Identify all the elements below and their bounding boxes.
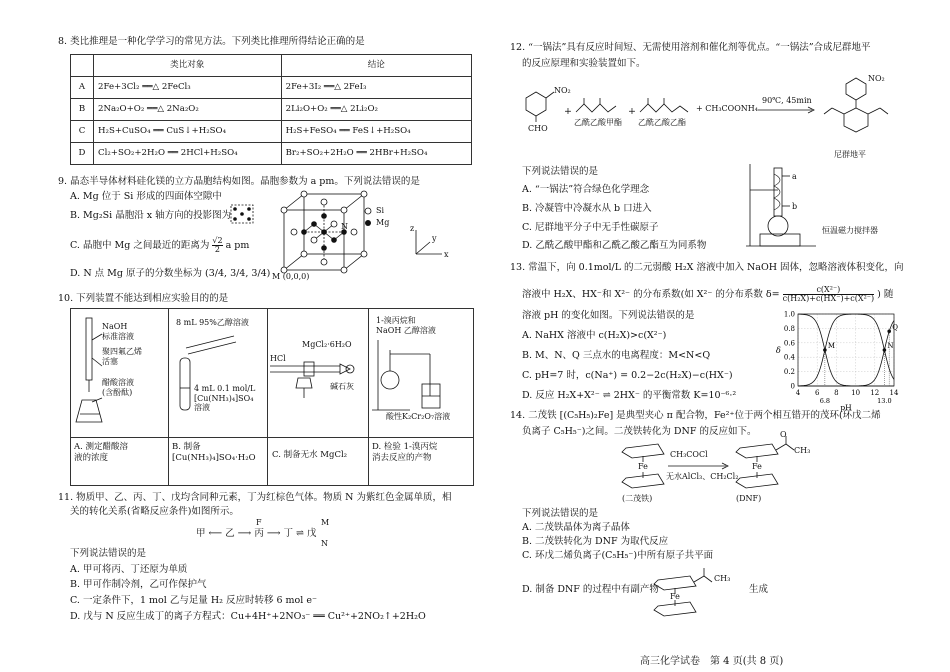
q9-option-c — [70, 237, 249, 254]
right-column — [510, 0, 910, 672]
q8-row-key: D — [71, 143, 94, 165]
q8-row-result: Br₂+SO₂+2H₂O ══ 2HBr+H₂SO₄ — [281, 143, 471, 165]
x-tick-label: 4 — [795, 389, 801, 397]
y-tick-label: 0.8 — [783, 324, 795, 333]
q11-intro: 下列说法错误的是 — [70, 548, 147, 559]
q11-stem-2: 关的转化关系(省略反应条件)如图所示。 — [70, 506, 239, 517]
q8-table — [70, 54, 472, 165]
q14-fe-left: Fe — [638, 462, 648, 471]
q10-caption-d-line: 消去反应的产物 — [372, 453, 432, 464]
y-tick-label: 0.4 — [783, 353, 795, 362]
q12-option-a: A. “一锅法”符合绿色化学理念 — [522, 184, 650, 195]
q10-b-label-top: 8 mL 95%乙醇溶液 — [176, 318, 249, 327]
q10-c-mgcl2: MgCl₂·6H₂O — [302, 340, 352, 349]
reflux-stirrer-diagram — [746, 160, 818, 254]
q14-stem-1: 14. 二茂铁 [(C₅H₅)₂Fe] 是典型夹心 π 配合物，Fe²⁺位于两个相互错开的茂环(环戊二烯 — [510, 410, 881, 421]
q14-reagent-bottom: 无水AlCl₃、CH₂Cl₂ — [666, 472, 739, 481]
q14-option-d — [522, 584, 768, 596]
q12-product-label: 尼群地平 — [834, 150, 866, 159]
point-label: Q — [892, 323, 898, 332]
q11-option-c: C. 一定条件下，1 mol 乙与足量 H₂ 反应时转移 6 mol e⁻ — [70, 595, 317, 606]
q8-row-object: 2Na₂O+O₂ ══△ 2Na₂O₂ — [94, 99, 282, 121]
x-tick-label: 12 — [870, 389, 880, 397]
x-tick-label: 14 — [889, 389, 899, 397]
q11-scheme-n: N — [321, 539, 328, 548]
dnf-structure — [732, 440, 802, 492]
q10-caption-a — [74, 442, 128, 464]
q10-caption-a-line: 液的浓度 — [74, 453, 109, 464]
q14-o: O — [780, 430, 787, 439]
q9-c-pre: C. 晶胞中 Mg 之间最近的距离为 — [70, 240, 210, 251]
q13-fraction — [783, 286, 874, 303]
methyl-acetoacetate-structure — [574, 96, 624, 118]
crystal-cell-diagram — [278, 188, 370, 280]
q14-fe-right: Fe — [752, 462, 762, 471]
q12-reagent-2: 乙酰乙酸乙酯 — [638, 118, 686, 127]
q12-plus-reagent-3: + CH₃COONH₄ — [696, 104, 758, 113]
q14-fe-byproduct: Fe — [670, 592, 680, 601]
ethyl-acetoacetate-structure — [638, 96, 694, 118]
series-line-0 — [798, 314, 894, 386]
q10-caption-b-line: B. 制备 — [172, 442, 201, 452]
q10-b-label: [Cu(NH₃)₄]SO₄ — [194, 393, 254, 403]
label-n: N — [341, 222, 348, 231]
q8-row-d — [71, 143, 472, 165]
q9-option-a: A. Mg 位于 Si 形成的四面体空隙中 — [70, 191, 222, 202]
q10-d-k2cr2o7: 酸性K₂Cr₂O₇溶液 — [386, 412, 451, 421]
apparatus-label: 恒温磁力搅拌器 — [822, 226, 878, 235]
x-tick-label: 8 — [834, 389, 839, 397]
q11-scheme-f: F — [256, 518, 262, 527]
q8-row-key: B — [71, 99, 94, 121]
y-tick-label: 1.0 — [783, 310, 795, 319]
q10-caption-d-line: D. 检验 1-溴丙烷 — [372, 442, 438, 452]
q10-a-label: NaOH — [102, 322, 128, 331]
q11-scheme-m: M — [321, 518, 330, 527]
q8-row-result: 2Li₂O+O₂ ══△ 2Li₂O₂ — [281, 99, 471, 121]
q12-stem-2: 的反应原理和实验装置如下。 — [522, 58, 646, 69]
q8-header-row — [71, 55, 472, 77]
q9-c-post: a pm — [225, 240, 250, 251]
apparatus-b: b — [792, 202, 798, 211]
q13-frac-den: c(H₂X)+c(HX⁻)+c(X²⁻) — [782, 294, 875, 303]
y-tick-label: 0.6 — [783, 339, 795, 348]
series-line-1 — [798, 314, 894, 386]
q9-c-num: √2 — [212, 236, 223, 245]
q10-a-label: (含酚酞) — [102, 387, 133, 397]
q11-option-b: B. 甲可作制冷剂，乙可作保护气 — [70, 579, 207, 590]
q10-b-label: 溶液 — [194, 403, 210, 413]
q13-stem-1: 13. 常温下，向 0.1mol/L 的二元弱酸 H₂X 溶液中加入 NaOH 固体，忽略溶液体积变化，向 — [510, 262, 904, 273]
q12-reagent-1: 乙酰乙酸甲酯 — [574, 118, 622, 127]
q12-reagent-3: CH₃COONH₄ — [705, 104, 758, 113]
q10-c-hcl: HCl — [270, 354, 286, 363]
point-label: N — [887, 342, 894, 350]
axis-y: y — [432, 234, 437, 243]
q12-condition: 90℃, 45min — [762, 96, 812, 105]
y-tick-label: 0 — [790, 382, 795, 391]
nitrendipine-structure — [820, 74, 892, 144]
q10-a-label: 标准溶液 — [102, 331, 134, 341]
q14-ch3: CH₃ — [794, 446, 811, 455]
x-axis-label: pH — [840, 403, 852, 412]
q13-option-c: C. pH=7 时，c(Na⁺) = 0.2−2c(H₂X)−c(HX⁻) — [522, 370, 733, 381]
q12-cho: CHO — [528, 124, 548, 133]
nitrobenzaldehyde-structure — [524, 86, 558, 126]
projection-icon — [230, 204, 254, 224]
q10-caption-b-line: [Cu(NH₃)₄]SO₄·H₂O — [172, 453, 256, 464]
reaction-arrow — [758, 106, 816, 114]
plot-frame — [798, 314, 894, 386]
axes-icon — [402, 224, 446, 264]
q8-row-result: H₂S+FeSO₄ ══ FeS↓+H₂SO₄ — [281, 121, 471, 143]
q8-row-a — [71, 77, 472, 99]
q12-option-c: C. 尼群地平分子中无手性碳原子 — [522, 222, 659, 233]
q9-option-b: B. Mg₂Si 晶胞沿 x 轴方向的投影图为 — [70, 210, 232, 221]
q12-plus-2: + — [628, 106, 636, 117]
q10-divider — [71, 437, 473, 438]
q11-option-a: A. 甲可将丙、丁还原为单质 — [70, 564, 188, 575]
q10-a-labels — [102, 322, 142, 398]
q12-option-b: B. 冷凝管中冷凝水从 b 口进入 — [522, 203, 652, 214]
q9-d-pre: D. N 点 Mg 原子的分数坐标为 — [70, 268, 202, 279]
q12-intro: 下列说法错误的是 — [522, 166, 599, 177]
q10-d-label: 1-溴丙烷和 — [376, 316, 416, 325]
q13-option-b: B. M、N、Q 三点水的电离程度：M<N<Q — [522, 350, 711, 361]
q10-a-label: 聚四氟乙烯 — [102, 347, 142, 357]
q14-d-pre: D. 制备 DNF 的过程中有副产物 — [522, 584, 659, 595]
q8-row-object: H₂S+CuSO₄ ══ CuS↓+H₂SO₄ — [94, 121, 282, 143]
q12-option-d: D. 乙酰乙酸甲酯和乙酰乙酸乙酯互为同系物 — [522, 240, 707, 251]
q14-reagent-top: CH₃COCl — [670, 450, 708, 459]
legend-si: Si — [376, 206, 385, 215]
q10-c-lime: 碱石灰 — [330, 382, 354, 391]
q12-no2-right: NO₂ — [868, 74, 885, 83]
q13-stem-3: 溶液 pH 的变化如图。下列说法错误的是 — [522, 310, 695, 321]
q8-header-blank — [71, 55, 94, 77]
q11-stem-1: 11. 物质甲、乙、丙、丁、戊均含同种元素，丁为红棕色气体。物质 N 为紫红色金属单质，相 — [58, 492, 452, 503]
q13-stem-2-pre: 溶液中 H₂X、HX⁻和 X²⁻ 的分布系数(如 X²⁻ 的分布系数 δ= — [522, 289, 780, 300]
q13-option-d: D. 反应 H₂X+X²⁻ ⇌ 2HX⁻ 的平衡常数 K=10⁻⁶·² — [522, 390, 737, 401]
q14-ch3-byproduct: CH₃ — [714, 574, 731, 583]
q12-no2-left: NO₂ — [554, 86, 571, 95]
q8-header-object: 类比对象 — [94, 55, 282, 77]
q14-option-a: A. 二茂铁晶体为离子晶体 — [522, 522, 630, 533]
q9-c-fraction — [212, 237, 222, 254]
q8-row-b — [71, 99, 472, 121]
q10-a-label: 活塞 — [102, 356, 118, 366]
q14-stem-2: 负离子 C₅H₅⁻)之间。二茂铁转化为 DNF 的反应如下。 — [522, 426, 757, 437]
q10-stem: 10. 下列装置不能达到相应实验目的的是 — [58, 293, 229, 304]
q10-a-label: 醋酸溶液 — [102, 378, 134, 388]
point-label: M — [827, 342, 836, 350]
q9-stem: 9. 晶态半导体材料硅化镁的立方晶胞结构如图。晶胞参数为 a pm。下列说法错误的是 — [58, 176, 420, 187]
page-footer: 高三化学试卷 第 4 页(共 8 页) — [640, 656, 784, 667]
distribution-chart — [772, 308, 900, 412]
q8-row-key: C — [71, 121, 94, 143]
q14-option-b: B. 二茂铁转化为 DNF 为取代反应 — [522, 536, 669, 547]
q10-caption-b — [172, 442, 256, 464]
q8-header-result: 结论 — [281, 55, 471, 77]
q14-d-post: 生成 — [748, 584, 768, 595]
legend-mg: Mg — [376, 218, 390, 227]
q14-reaction-arrow — [668, 462, 730, 470]
q10-caption-c: C. 制备无水 MgCl₂ — [272, 450, 348, 460]
x-extra-label: 6.8 — [819, 397, 831, 405]
q13-option-a: A. NaHX 溶液中 c(H₂X)>c(X²⁻) — [522, 330, 667, 341]
label-m: M (0,0,0) — [272, 272, 310, 281]
legend-markers — [364, 206, 374, 228]
q14-intro: 下列说法错误的是 — [522, 508, 599, 519]
axis-x: x — [444, 250, 449, 259]
q12-plus-1: + — [564, 106, 572, 117]
reflux-diagram — [370, 340, 470, 416]
x-tick-label: 10 — [851, 389, 861, 397]
q10-caption-d — [372, 442, 437, 464]
tube-furnace-diagram — [270, 352, 358, 404]
x-extra-label: 13.0 — [877, 397, 892, 405]
q12-stem-1: 12. “一锅法”具有反应时间短、无需使用溶剂和催化剂等优点。“一锅法”合成尼群地平 — [510, 42, 871, 53]
q11-scheme: 甲 ⟵ 乙 ⟶ 丙 ⟶ 丁 ⇌ 戊 — [196, 528, 317, 539]
q14-option-c: C. 环戊二烯负离子(C₅H₅⁻)中所有原子共平面 — [522, 550, 714, 561]
q10-caption-a-line: A. 测定醋酸溶 — [74, 442, 129, 452]
x-tick-label: 6 — [814, 389, 820, 397]
q8-row-c — [71, 121, 472, 143]
q8-stem: 8. 类比推理是一种化学学习的常见方法。下列类比推理所得结论正确的是 — [58, 36, 365, 47]
y-axis-label: δ — [776, 346, 781, 355]
q13-frac-num: c(X²⁻) — [783, 286, 874, 295]
axis-z: z — [410, 224, 415, 233]
q10-d-label: NaOH 乙醇溶液 — [376, 325, 436, 335]
q10-b-label: 4 mL 0.1 mol/L — [194, 384, 256, 393]
q9-option-d — [70, 268, 270, 280]
q14-label-left: (二茂铁) — [622, 494, 653, 503]
q13-stem-2-post: ) 随 — [877, 289, 894, 300]
q8-row-result: 2Fe+3I₂ ══△ 2FeI₃ — [281, 77, 471, 99]
q11-option-d: D. 戊与 N 反应生成丁的离子方程式：Cu+4H⁺+2NO₃⁻ ══ Cu²⁺+2NO₂↑+2H₂O — [70, 611, 426, 622]
q14-label-right: (DNF) — [736, 494, 762, 503]
q9-c-den: 2 — [214, 245, 220, 254]
apparatus-a: a — [792, 172, 797, 181]
q13-stem-2 — [522, 286, 893, 303]
q8-row-object: 2Fe+3Cl₂ ══△ 2FeCl₃ — [94, 77, 282, 99]
y-tick-label: 0.2 — [783, 368, 795, 377]
q8-row-key: A — [71, 77, 94, 99]
q10-b-labels — [194, 384, 255, 413]
q8-row-object: Cl₂+SO₂+2H₂O ══ 2HCl+H₂SO₄ — [94, 143, 282, 165]
left-column — [58, 0, 478, 672]
q10-d-labels — [376, 316, 436, 335]
q9-d-coord: (3/4, 3/4, 3/4) — [205, 268, 271, 279]
